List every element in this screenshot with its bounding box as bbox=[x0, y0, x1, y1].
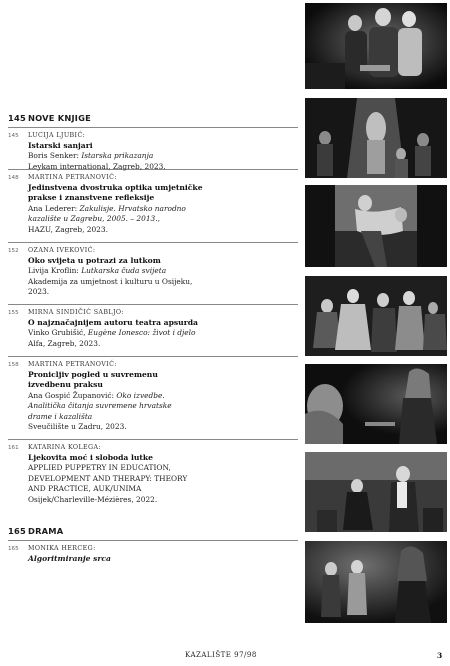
stage-photo bbox=[305, 452, 447, 532]
section-title: DRAMA bbox=[28, 526, 64, 536]
entry-reference: drame i kazališta bbox=[28, 411, 93, 421]
entry-title: izvedbenu praksu bbox=[28, 380, 103, 390]
toc-entry[interactable] bbox=[8, 360, 298, 435]
section-title: NOVE KNJIGE bbox=[28, 113, 91, 123]
stage-photo bbox=[305, 185, 447, 267]
entry-author: OZANA IVEKOVIĆ: bbox=[28, 247, 96, 254]
entry-reference: Livija Kroflin: Lutkarska čuda svijeta bbox=[28, 266, 167, 276]
entry-reference: APPLIED PUPPETRY IN EDUCATION, bbox=[28, 463, 171, 473]
toc-entry[interactable] bbox=[8, 246, 298, 300]
entry-author: MARTINA PETRANOVIĆ: bbox=[28, 361, 117, 368]
entry-page-number: 161 bbox=[8, 444, 19, 451]
entry-page-number: 145 bbox=[8, 132, 19, 139]
toc-entry[interactable] bbox=[8, 173, 298, 238]
entry-author: MARTINA PETRANOVIĆ: bbox=[28, 174, 117, 181]
entry-author: MONIKA HERCEG: bbox=[28, 545, 96, 552]
entry-reference: Analitička čitanja suvremene hrvatske bbox=[28, 401, 172, 411]
section-page-number: 165 bbox=[8, 526, 26, 536]
entry-reference: Ana Gospić Županović: Oko izvedbe. bbox=[28, 390, 165, 400]
entry-reference: Alfa, Zagreb, 2023. bbox=[28, 338, 101, 348]
entry-reference: Boris Senker: Istarska prikazanja bbox=[28, 151, 154, 161]
divider bbox=[8, 356, 298, 357]
journal-title: KAZALIŠTE 97/98 bbox=[185, 651, 257, 659]
entry-page-number: 148 bbox=[8, 174, 19, 181]
divider bbox=[8, 127, 298, 128]
entry-page-number: 155 bbox=[8, 309, 19, 316]
entry-reference: AND PRACTICE, AUK/UNIMA bbox=[28, 484, 142, 494]
divider bbox=[8, 540, 298, 541]
entry-author: MIRNA SINDIČIĆ SABLJO: bbox=[28, 309, 124, 316]
entry-reference: Vinko Grubišić, Eugène Ionesco: život i djelo bbox=[28, 328, 196, 338]
section-heading bbox=[8, 113, 298, 123]
entry-reference: Sveučilište u Zadru, 2023. bbox=[28, 422, 127, 432]
toc-entry[interactable] bbox=[8, 443, 298, 509]
entry-page-number: 165 bbox=[8, 545, 19, 552]
toc-entry[interactable] bbox=[8, 131, 298, 171]
entry-title: Algoritmiranje srca bbox=[28, 554, 111, 563]
section-page-number: 145 bbox=[8, 113, 26, 123]
page-number: 3 bbox=[437, 651, 443, 660]
entry-reference: HAZU, Zagreb, 2023. bbox=[28, 224, 108, 234]
stage-photo bbox=[305, 3, 447, 89]
toc-entry[interactable] bbox=[8, 544, 298, 568]
entry-title: prakse i znanstvene refleksije bbox=[28, 193, 155, 203]
entry-reference: Ana Lederer: Zakulisje. Hrvatsko narodno bbox=[28, 203, 186, 213]
entry-title: Pronicljiv pogled u suvremenu bbox=[28, 370, 158, 379]
divider bbox=[8, 439, 298, 440]
stage-photo bbox=[305, 98, 447, 178]
toc-entry[interactable] bbox=[8, 308, 298, 352]
stage-photo bbox=[305, 364, 447, 444]
divider bbox=[8, 242, 298, 243]
entry-reference: kazalište u Zagrebu, 2005. – 2013., bbox=[28, 214, 160, 224]
entry-reference: Osijek/Charleville-Mézières, 2022. bbox=[28, 494, 158, 504]
stage-photo bbox=[305, 276, 447, 356]
divider bbox=[8, 304, 298, 305]
entry-title: Jedinstvena dvostruka optika umjetničke bbox=[28, 183, 203, 192]
stage-photo bbox=[305, 541, 447, 623]
entry-page-number: 152 bbox=[8, 247, 19, 254]
entry-reference: DEVELOPMENT AND THERAPY: THEORY bbox=[28, 473, 188, 483]
entry-page-number: 158 bbox=[8, 361, 19, 368]
entry-reference: 2023. bbox=[28, 287, 50, 297]
table-of-contents bbox=[8, 113, 298, 568]
entry-author: LUCIJA LJUBIĆ: bbox=[28, 132, 86, 139]
entry-author: KATARINA KOLEGA: bbox=[28, 444, 101, 451]
entry-title: Oko svijeta u potrazi za lutkom bbox=[28, 256, 161, 265]
entry-title: O najznačajnijem autoru teatra apsurda bbox=[28, 318, 198, 327]
entry-reference: Akademija za umjetnost i kulturu u Osijeku, bbox=[28, 276, 193, 286]
entry-title: Istarski sanjari bbox=[28, 141, 93, 150]
entry-title: Ljekovita moć i sloboda lutke bbox=[28, 453, 153, 462]
section-heading bbox=[8, 526, 298, 536]
entry-reference: Leykam international, Zagreb, 2023. bbox=[28, 161, 166, 171]
